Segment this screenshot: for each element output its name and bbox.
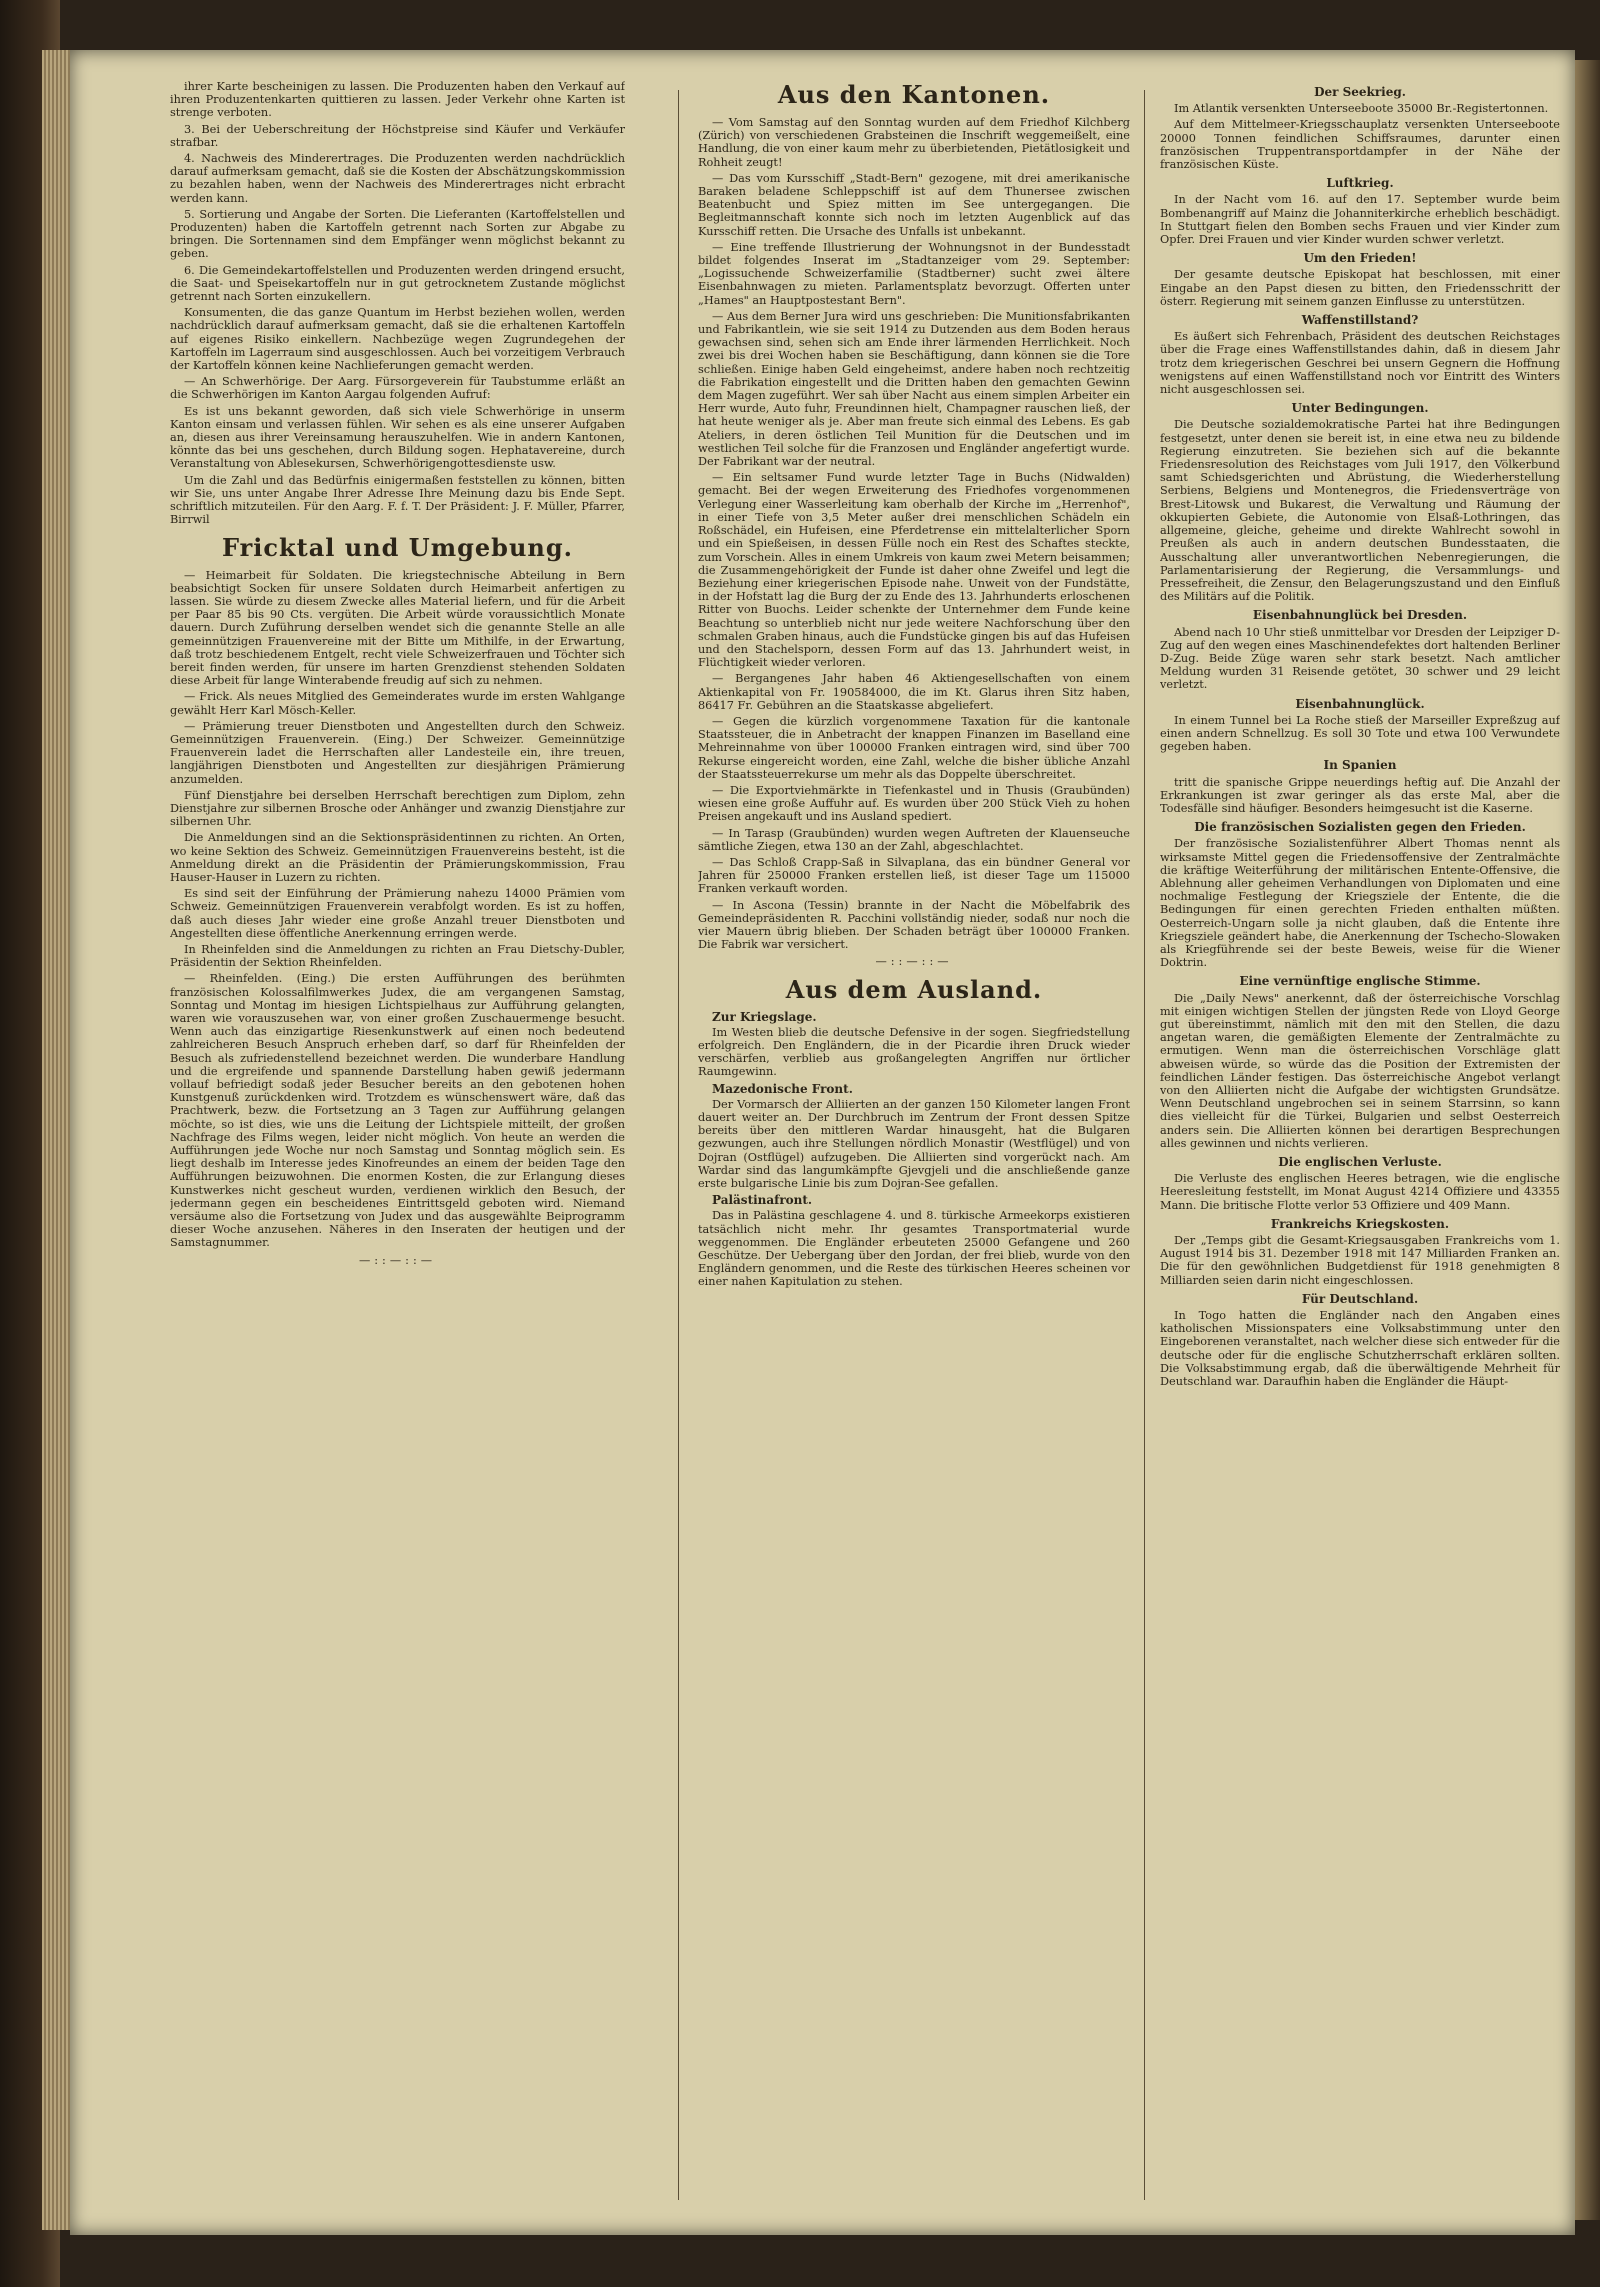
paragraph: Im Westen blieb die deutsche Defensive in der sogen. Siegfriedstellung erfolgreich. Den Engländern, die in der Picardie ihren Druck wieder verschärfen, verblieb aus großangelegten Angriffen nur örtlicher Raumgewinn. — [698, 1025, 1130, 1079]
paragraph: — Frick. Als neues Mitglied des Gemeinderates wurde im ersten Wahlgange gewählt Herr Karl Mösch-Keller. — [170, 690, 625, 717]
paragraph: Die Deutsche sozialdemokratische Partei hat ihre Bedingungen festgesetzt, unter denen sie bereit ist, in eine etwa neu zu bildende Regierung einzutreten. Sie beziehen sich auf die bekannte Friedensresolution des Reichstages vom Juli 1917, den Völkerbund samt Schiedsgerichten und Abrüstung, die Wiederherstellung Serbiens, Belgiens und Montenegros, die Friedensverträge von Brest-Litowsk und Bukarest, die Verwaltung und Räumung der okkupierten Gebiete, die Autonomie von Elsaß-Lothringen, das allgemeine, gleiche, geheime und direkte Wahlrecht sowohl in Preußen als auch in andern deutschen Bundesstaaten, die Ausschaltung aller unverantwortlichen Nebenregierungen, die Parlamentarisierung der Regierung, die Versammlungs- und Pressefreiheit, die Zensur, den Belagerungszustand und den Einfluß des Militärs auf die Politik. — [1160, 418, 1560, 604]
column-rule — [678, 90, 679, 2200]
subheading: Die französischen Sozialisten gegen den Frieden. — [1194, 820, 1526, 835]
subheading: Für Deutschland. — [1301, 1291, 1419, 1306]
paragraph: Im Atlantik versenkten Unterseeboote 35000 Br.-Registertonnen. — [1174, 102, 1549, 116]
paragraph: Fünf Dienstjahre bei derselben Herrschaft berechtigen zum Diplom, zehn Dienstjahre zur silbernen Brosche oder Anhänger und zwanzig Dienstjahre zur silbernen Uhr. — [170, 788, 625, 829]
subheading: Unter Bedingungen. — [1291, 401, 1429, 416]
separator: —::—::— — [875, 955, 953, 969]
paragraph: In einem Tunnel bei La Roche stieß der Marseiller Expreßzug auf einen andern Schnellzug. Es soll 30 Tote und etwa 100 Verwundete gegeben haben. — [1160, 713, 1560, 754]
paragraph: Um die Zahl und das Bedürfnis einigermaßen feststellen zu können, bitten wir Sie, uns unter Angabe Ihrer Adresse Ihre Meinung dazu bis Ende Sept. schriftlich mitzuteilen. Für den Aarg. F. f. T. Der Präsident: J. F. Müller, Pfarrer, Birrwil — [170, 473, 625, 527]
paragraph: Der Vormarsch der Alliierten an der ganzen 150 Kilometer langen Front dauert weiter an. Der Durchbruch im Zentrum der Front dessen Spitze bereits über den mittleren Wardar hinausgeht, hat die Bulgaren gezwungen, auch ihre Stellungen nördlich Monastir (Westflügel) und von Dojran (Ostflügel) aufzugeben. Die Alliierten sind vorgerückt nach. Am Wardar sind das langumkämpfte Gjevgjeli und die anschließende ganze erste bulgarische Linie bis zum Dojran-See gefallen. — [698, 1097, 1130, 1191]
paragraph: Das in Palästina geschlagene 4. und 8. türkische Armeekorps existieren tatsächlich nicht mehr. Ihr gesamtes Transportmaterial wurde weggenommen. Die Engländer erbeuteten 25000 Gefangene und 260 Geschütze. Der Uebergang über den Jordan, der frei blieb, wurde von den Engländern genommen, und die Reste des türkischen Heeres scheinen vor einer nahen Kapitulation zu stehen. — [698, 1209, 1130, 1289]
paragraph: — Die Exportviehmärkte in Tiefenkastel und in Thusis (Graubünden) wiesen eine große Auffuhr auf. Es wurden über 200 Stück Vieh zu hohen Preisen angekauft und ins Ausland spediert. — [698, 783, 1130, 824]
subheading: Eine vernünftige englische Stimme. — [1239, 974, 1481, 989]
paragraph: 3. Bei der Ueberschreitung der Höchstpreise sind Käufer und Verkäufer strafbar. — [170, 122, 625, 149]
paragraph: Es sind seit der Einführung der Prämierung nahezu 14000 Prämien vom Schweiz. Gemeinnützigen Frauenverein verabfolgt worden. Es ist zu hoffen, daß auch dieses Jahr wieder eine große Anzahl treuer Dienstboten und Angestellten diese öffentliche Anerkennung erringen werde. — [170, 887, 625, 940]
paragraph: — Heimarbeit für Soldaten. Die kriegstechnische Abteilung in Bern beabsichtigt Socken für unsere Soldaten durch Heimarbeit anfertigen zu lassen. Sie würde zu diesem Zwecke alles Material liefern, und für die Arbeit per Paar 85 bis 90 Cts. vergüten. Die Arbeit würde voraussichtlich Monate dauern. Durch Zuführung derselben wendet sich die genannte Stelle an alle gemeinnützigen Frauenvereine mit der Bitte um Mithilfe, in der Erwartung, daß trotz beschiedenem Entgelt, recht viele Schweizerfrauen und Töchter sich bereit finden werden, für unsere im harten Grenzdienst stehenden Soldaten diese Arbeit für lange Winterabende freudig auf sich zu nehmen. — [170, 568, 625, 688]
column-1 — [170, 80, 625, 2220]
paragraph: ihrer Karte bescheinigen zu lassen. Die Produzenten haben den Verkauf auf ihren Produzentenkarten quittieren zu lassen. Jeder Verkehr ohne Karten ist strenge verboten. — [170, 80, 625, 120]
paragraph: — Gegen die kürzlich vorgenommene Taxation für die kantonale Staatssteuer, die in Anbetracht der knappen Finanzen im Baselland eine Mehreinnahme von über 100000 Franken eintragen wird, sind über 700 Rekurse eingereicht worden, eine Zahl, welche die bisher übliche Anzahl der Staatssteuerrekurse um mehr als das Doppelte überschreitet. — [698, 714, 1130, 781]
paragraph: — Das vom Kursschiff „Stadt-Bern" gezogene, mit drei amerikanische Baraken beladene Schleppschiff ist auf dem Thunersee zwischen Beatenbucht und Spiez mitten im See untergegangen. Die Begleitmannschaft konnte sich noch im letzten Augenblick auf das Kursschiff retten. Die Ursache des Unfalls ist unbekannt. — [698, 171, 1130, 238]
paragraph: Der „Temps gibt die Gesamt-Kriegsausgaben Frankreichs vom 1. August 1914 bis 31. Dezember 1918 mit 147 Milliarden Franken an. Die für den gewöhnlichen Budgetdienst für 1918 genehmigten 8 Milliarden seien darin nicht eingeschlossen. — [1160, 1234, 1560, 1287]
separator: —::—::— — [358, 1253, 437, 1267]
paragraph: Die Anmeldungen sind an die Sektionspräsidentinnen zu richten. An Orten, wo keine Sektion des Schweiz. Gemeinnützigen Frauenvereins besteht, ist die Anmeldung direkt an die Präsidentin der Prämierungskommission, Frau Hauser-Hauser in Luzern zu richten. — [170, 831, 625, 884]
paragraph: 5. Sortierung und Angabe der Sorten. Die Lieferanten (Kartoffelstellen und Produzenten) haben die Kartoffeln getrennt nach Sorten zur Abgabe zu bringen. Die Sortennamen sind dem Empfänger wenn möglichst bekannt zu geben. — [170, 207, 625, 261]
paragraph: — In Ascona (Tessin) brannte in der Nacht die Möbelfabrik des Gemeindepräsidenten R. Pacchini vollständig nieder, sodaß nur noch die vier Mauern übrig blieben. Der Schaden beträgt über 100000 Franken. Die Fabrik war versichert. — [698, 898, 1130, 952]
paragraph: — An Schwerhörige. Der Aarg. Fürsorgeverein für Taubstumme erläßt an die Schwerhörigen im Kanton Aargau folgenden Aufruf: — [170, 375, 625, 402]
paragraph: tritt die spanische Grippe neuerdings heftig auf. Die Anzahl der Erkrankungen ist zwar geringer als das erste Mal, aber die Todesfälle sind häufiger. Besonders heimgesucht ist die Kaserne. — [1160, 775, 1560, 815]
paragraph: In Togo hatten die Engländer nach den Angaben eines katholischen Missionspaters eine Volksabstimmung unter den Eingeborenen veranstaltet, nach welcher diese sich entweder für die deutsche oder für die englische Schutzherrschaft erklären sollten. Die Volksabstimmung ergab, daß die überwältigende Mehrheit für Deutschland war. Daraufhin haben die Engländer die Häupt- — [1160, 1309, 1560, 1389]
subheading: Palästinafront. — [712, 1193, 813, 1208]
paragraph: — Aus dem Berner Jura wird uns geschrieben: Die Munitionsfabrikanten und Fabrikantlein, wie sie seit 1914 zu Dutzenden aus dem Boden heraus gewachsen sind, sehen sich am Ende ihrer lärmenden Herrlichkeit. Noch zwei bis drei Wochen haben sie Beschäftigung, dann können sie die Tore schließen. Einige haben Geld eingeheimst, andere haben noch rechtzeitig die Fabrikation eingestellt und die Dritten haben den gemachten Gewinn dem Magen zugeführt. Wer sah über Nacht aus einem simplen Arbeiter ein Herr wurde, Auto fuhr, Freundinnen hielt, Champagner rauschen ließ, der hat heute weniger als je. Aber man freute sich einmal des Lebens. Es gab Ateliers, in deren östlichen Teil Munition für die Deutschen und im westlichen Teil solche für die Franzosen und Engländer angefertigt wurde. Der Fabrikant war der neutral. — [698, 309, 1130, 469]
paragraph: Es ist uns bekannt geworden, daß sich viele Schwerhörige in unserm Kanton einsam und verlassen fühlen. Wir sehen es als eine unserer Aufgaben an, diesen aus ihrer Vereinsamung herauszuhelfen. Wie in andern Kantonen, könnte das bei uns geschehen, durch Bildung sogen. Hephatavereine, durch Veranstaltung von Ablesekursen, Schwerhörigengottesdienste usw. — [170, 404, 625, 471]
subheading: Der Seekrieg. — [1314, 85, 1406, 99]
newspaper-page — [70, 50, 1575, 2235]
paragraph: Die Verluste des englischen Heeres betragen, wie die englische Heeresleitung feststellt, im Monat August 4214 Offiziere und 43355 Mann. Die britische Flotte verlor 53 Offiziere und 409 Mann. — [1160, 1172, 1560, 1212]
paragraph: Konsumenten, die das ganze Quantum im Herbst beziehen wollen, werden nachdrücklich darauf aufmerksam gemacht, daß sie die erhaltenen Kartoffeln auf eigenes Risiko einkellern. Nachbezüge wegen Zugrundegehen der Kartoffeln im Lagerraum sind ausgeschlossen. Auch bei vorzeitigem Verbrauch der Kartoffeln können keine Nachlieferungen gemacht werden. — [170, 306, 625, 373]
column-rule — [1144, 90, 1145, 2200]
paragraph: Abend nach 10 Uhr stieß unmittelbar vor Dresden der Leipziger D-Zug auf den wegen eines Maschinendefektes dort haltenden Berliner D-Zug. Beide Züge waren sehr stark besetzt. Nach amtlicher Meldung wurden 31 Reisende getötet, 30 schwer und 29 leicht verletzt. — [1160, 625, 1560, 692]
paragraph: In der Nacht vom 16. auf den 17. September wurde beim Bombenangriff auf Mainz die Johanniterkirche erheblich beschädigt. In Stuttgart fielen den Bomben sechs Frauen und vier Kinder zum Opfer. Drei Frauen und vier Kinder wurden schwer verletzt. — [1160, 193, 1560, 247]
paragraph: — Vom Samstag auf den Sonntag wurden auf dem Friedhof Kilchberg (Zürich) von verschiedenen Grabsteinen die Inschrift weggemeißelt, eine Handlung, die von einer kaum mehr zu überbietenden, Pietätlosigkeit und Rohheit zeugt! — [698, 116, 1130, 169]
paragraph: 4. Nachweis des Minderertrages. Die Produzenten werden nachdrücklich darauf aufmerksam gemacht, daß sie die Kosten der Abschätzungskommission zu bezahlen haben, wenn der Nachweis des Minderertrages nicht erbracht werden kann. — [170, 152, 625, 205]
subheading: Frankreichs Kriegskosten. — [1270, 1216, 1450, 1231]
paragraph: Die „Daily News" anerkennt, daß der österreichische Vorschlag mit einigen wichtigen Stellen der jüngsten Rede von Lloyd George gut übereinstimmt, nämlich mit den mit den Stellen, die dazu angetan waren, die gemäßigten Elemente der Zentralmächte zu ermutigen. Wenn man die österreichischen Vorschläge glatt abweisen würde, so würde das die Position der Extremisten der feindlichen Länder festigen. Das österreichische Angebot verlangt von den Alliierten nicht die Aufgabe der wichtigsten Grundsätze. Wenn Deutschland ungebrochen sei in seinem Starrsinn, so kann dies vielleicht für die Türkei, Bulgarien und selbst Oesterreich anders sein. Die Alliierten können bei derartigen Besprechungen alles gewinnen und nichts verlieren. — [1160, 991, 1560, 1150]
column-2 — [698, 80, 1130, 2220]
paragraph: — Bergangenes Jahr haben 46 Aktiengesellschaften von einem Aktienkapital von Fr. 190584000, die im Kt. Glarus ihren Sitz haben, 86417 Fr. Gebühren an die Staatskasse abgeliefert. — [698, 672, 1130, 712]
paragraph: — Eine treffende Illustrierung der Wohnungsnot in der Bundesstadt bildet folgendes Inserat im „Stadtanzeiger vom 29. September: „Logissuchende Schweizerfamilie (Stadtberner) sucht zwei ältere Eisenbahnwagen zu mieten. Parlamentsplatz bevorzugt. Offerten unter „Hames" an Hauptpostestant Bern". — [698, 240, 1130, 307]
paragraph: Es äußert sich Fehrenbach, Präsident des deutschen Reichstages über die Frage eines Waffenstillstandes dahin, daß in diesem Jahr trotz dem kriegerischen Geschrei bei unsern Gegnern die Hoffnung wenigstens auf einen Waffenstillstand noch vor Eintritt des Winters nicht ausgeschlossen sei. — [1160, 330, 1560, 397]
paragraph: — In Tarasp (Graubünden) wurden wegen Auftreten der Klauenseuche sämtliche Ziegen, etwa 130 an der Zahl, abgeschlachtet. — [698, 826, 1130, 853]
subheading: In Spanien — [1323, 758, 1397, 773]
paragraph: — Prämierung treuer Dienstboten und Angestellten durch den Schweiz. Gemeinnützigen Frauenverein. (Eing.) Der Schweizer. Gemeinnützige Frauenverein ladet die Herrschaften aller Landesteile ein, ihre treuen, langjährigen Dienstboten und Angestellten zur diesjährigen Prämierung anzumelden. — [170, 719, 625, 786]
paragraph: Der französische Sozialistenführer Albert Thomas nennt als wirksamste Mittel gegen die Friedensoffensive der Zentralmächte die kräftige Weiterführung der militärischen Entente-Offensive, die Ablehnung aller geheimen Verhandlungen von Diplomaten und eine nochmalige Festlegung der Kriegsziele der Entente, die die Bedingungen für einen gerechten Frieden enthalten müßten. Oesterreich-Ungarn solle ja nicht glauben, daß die Entente ihre Kriegsziele geändert habe, die Anerkennung der Tschecho-Slowaken als Kriegführende sei der beste Beweis, weise für die Wiener Doktrin. — [1160, 837, 1560, 970]
subheading: Waffenstillstand? — [1301, 313, 1419, 328]
subheading: Mazedonische Front. — [712, 1081, 853, 1096]
paragraph: Auf dem Mittelmeer-Kriegsschauplatz versenkten Unterseeboote 20000 Tonnen feindlichen Schiffsraumes, darunter einen französischen Truppentransportdampfer in der Nähe der französischen Küste. — [1160, 118, 1560, 172]
section-heading: Aus dem Ausland. — [785, 974, 1043, 1004]
subheading: Luftkrieg. — [1326, 176, 1394, 191]
paragraph: In Rheinfelden sind die Anmeldungen zu richten an Frau Dietschy-Dubler, Präsidentin der Sektion Rheinfelden. — [170, 942, 625, 970]
paragraph: — Das Schloß Crapp-Saß in Silvaplana, das ein bündner General vor Jahren für 250000 Franken erstellen ließ, ist dieser Tage um 115000 Franken verkauft worden. — [698, 855, 1130, 896]
next-page-edge — [1575, 60, 1600, 2220]
paragraph: — Rheinfelden. (Eing.) Die ersten Aufführungen des berühmten französischen Kolossalfilmwerkes Judex, die am vergangenen Samstag, Sonntag und Montag im hiesigen Lichtspielhaus zur Aufführung gelangten, waren wie vorauszusehen war, von einer großen Zuschauermenge besucht. Wenn auch das einzigartige Riesenkunstwerk auf einen noch bedeutend zahlreicheren Besuch Anspruch erheben darf, so darf für Rheinfelden der Besuch als zufriedenstellend bezeichnet werden. Die wunderbare Handlung und die ergreifende und spannende Darstellung haben gewiß jedermann vollauf befriedigt sodaß jeder Besucher bereits an den gebotenen hohen Kunstgenuß zurückdenken wird. Trotzdem es wünschenswert wäre, daß das Prachtwerk, bezw. die Fortsetzung an 3 Tagen zur Aufführung gelangen möchte, so ist dies, wie uns die Leitung der Lichtspiele mitteilt, der großen Nachfrage des Films wegen, leider nicht möglich. Von heute an werden die Aufführungen jede Woche nur noch Samstag und Sonntag möglich sein. Es liegt deshalb im Interesse jedes Kinofreundes an einem der beiden Tage den Aufführungen beizuwohnen. Die enormen Kosten, die zur Erlangung dieses Kunstwerkes nicht gescheut wurden, verdienen wirklich den Besuch, der jedermann gegen ein bescheidenes Eintrittsgeld geboten wird. Niemand versäume also die Fortsetzung von Judex und das ausgewählte Beiprogramm dieser Woche anzusehen. Näheres in den Inseraten der heutigen und der Samstagnummer. — [170, 972, 625, 1250]
subheading: Zur Kriegslage. — [712, 1009, 817, 1024]
subheading: Um den Frieden! — [1303, 251, 1417, 266]
column-3 — [1160, 80, 1560, 2220]
subheading: Die englischen Verluste. — [1278, 1155, 1442, 1170]
subheading: Eisenbahnunglück. — [1295, 696, 1425, 711]
paragraph: 6. Die Gemeindekartoffelstellen und Produzenten werden dringend ersucht, die Saat- und Speisekartoffeln nur in gut getrocknetem Zustande möglichst getrennt nach Sorten einzukellern. — [170, 263, 625, 304]
section-heading: Fricktal und Umgebung. — [222, 532, 573, 562]
paragraph: Der gesamte deutsche Episkopat hat beschlossen, mit einer Eingabe an den Papst diesen zu bitten, den Friedensschritt der österr. Regierung mit seinem ganzen Einflusse zu unterstützen. — [1160, 268, 1560, 308]
section-heading: Aus den Kantonen. — [777, 80, 1051, 109]
paragraph: — Ein seltsamer Fund wurde letzter Tage in Buchs (Nidwalden) gemacht. Bei der wegen Erweiterung des Friedhofes vorgenommenen Verlegung einer Wasserleitung kam oberhalb der Kirche im „Herrenhof", in einer Tiefe von 3,5 Meter außer drei menschlichen Schädeln ein Roßschädel, ein Hufeisen, eine Pferdetrense ein mittelalterlicher Sporn und ein Spießeisen, in dessen Fülle noch ein Rest des Schaftes steckte, zum Vorschein. Alles in einem Umkreis von kaum zwei Metern beisammen; die Zusammengehörigkeit der Funde ist daher ohne Zweifel und legt die Beziehung einer kriegerischen Episode nahe. Unweit von der Fundstätte, in der Hofstatt lag die Burg der zu Ende des 13. Jahrhunderts erloschenen Ritter von Buochs. Leider schenkte der Unternehmer dem Funde keine Beachtung so unterblieb nicht nur jede weitere Nachforschung über den schmalen Graben hinaus, auch die Fundstücke gingen bis auf das Hufeisen und den Stachelsporn, dessen Form auf das 13. Jahrhundert weist, in Flüchtigkeit wieder verloren. — [698, 471, 1130, 670]
subheading: Eisenbahnunglück bei Dresden. — [1252, 608, 1468, 623]
